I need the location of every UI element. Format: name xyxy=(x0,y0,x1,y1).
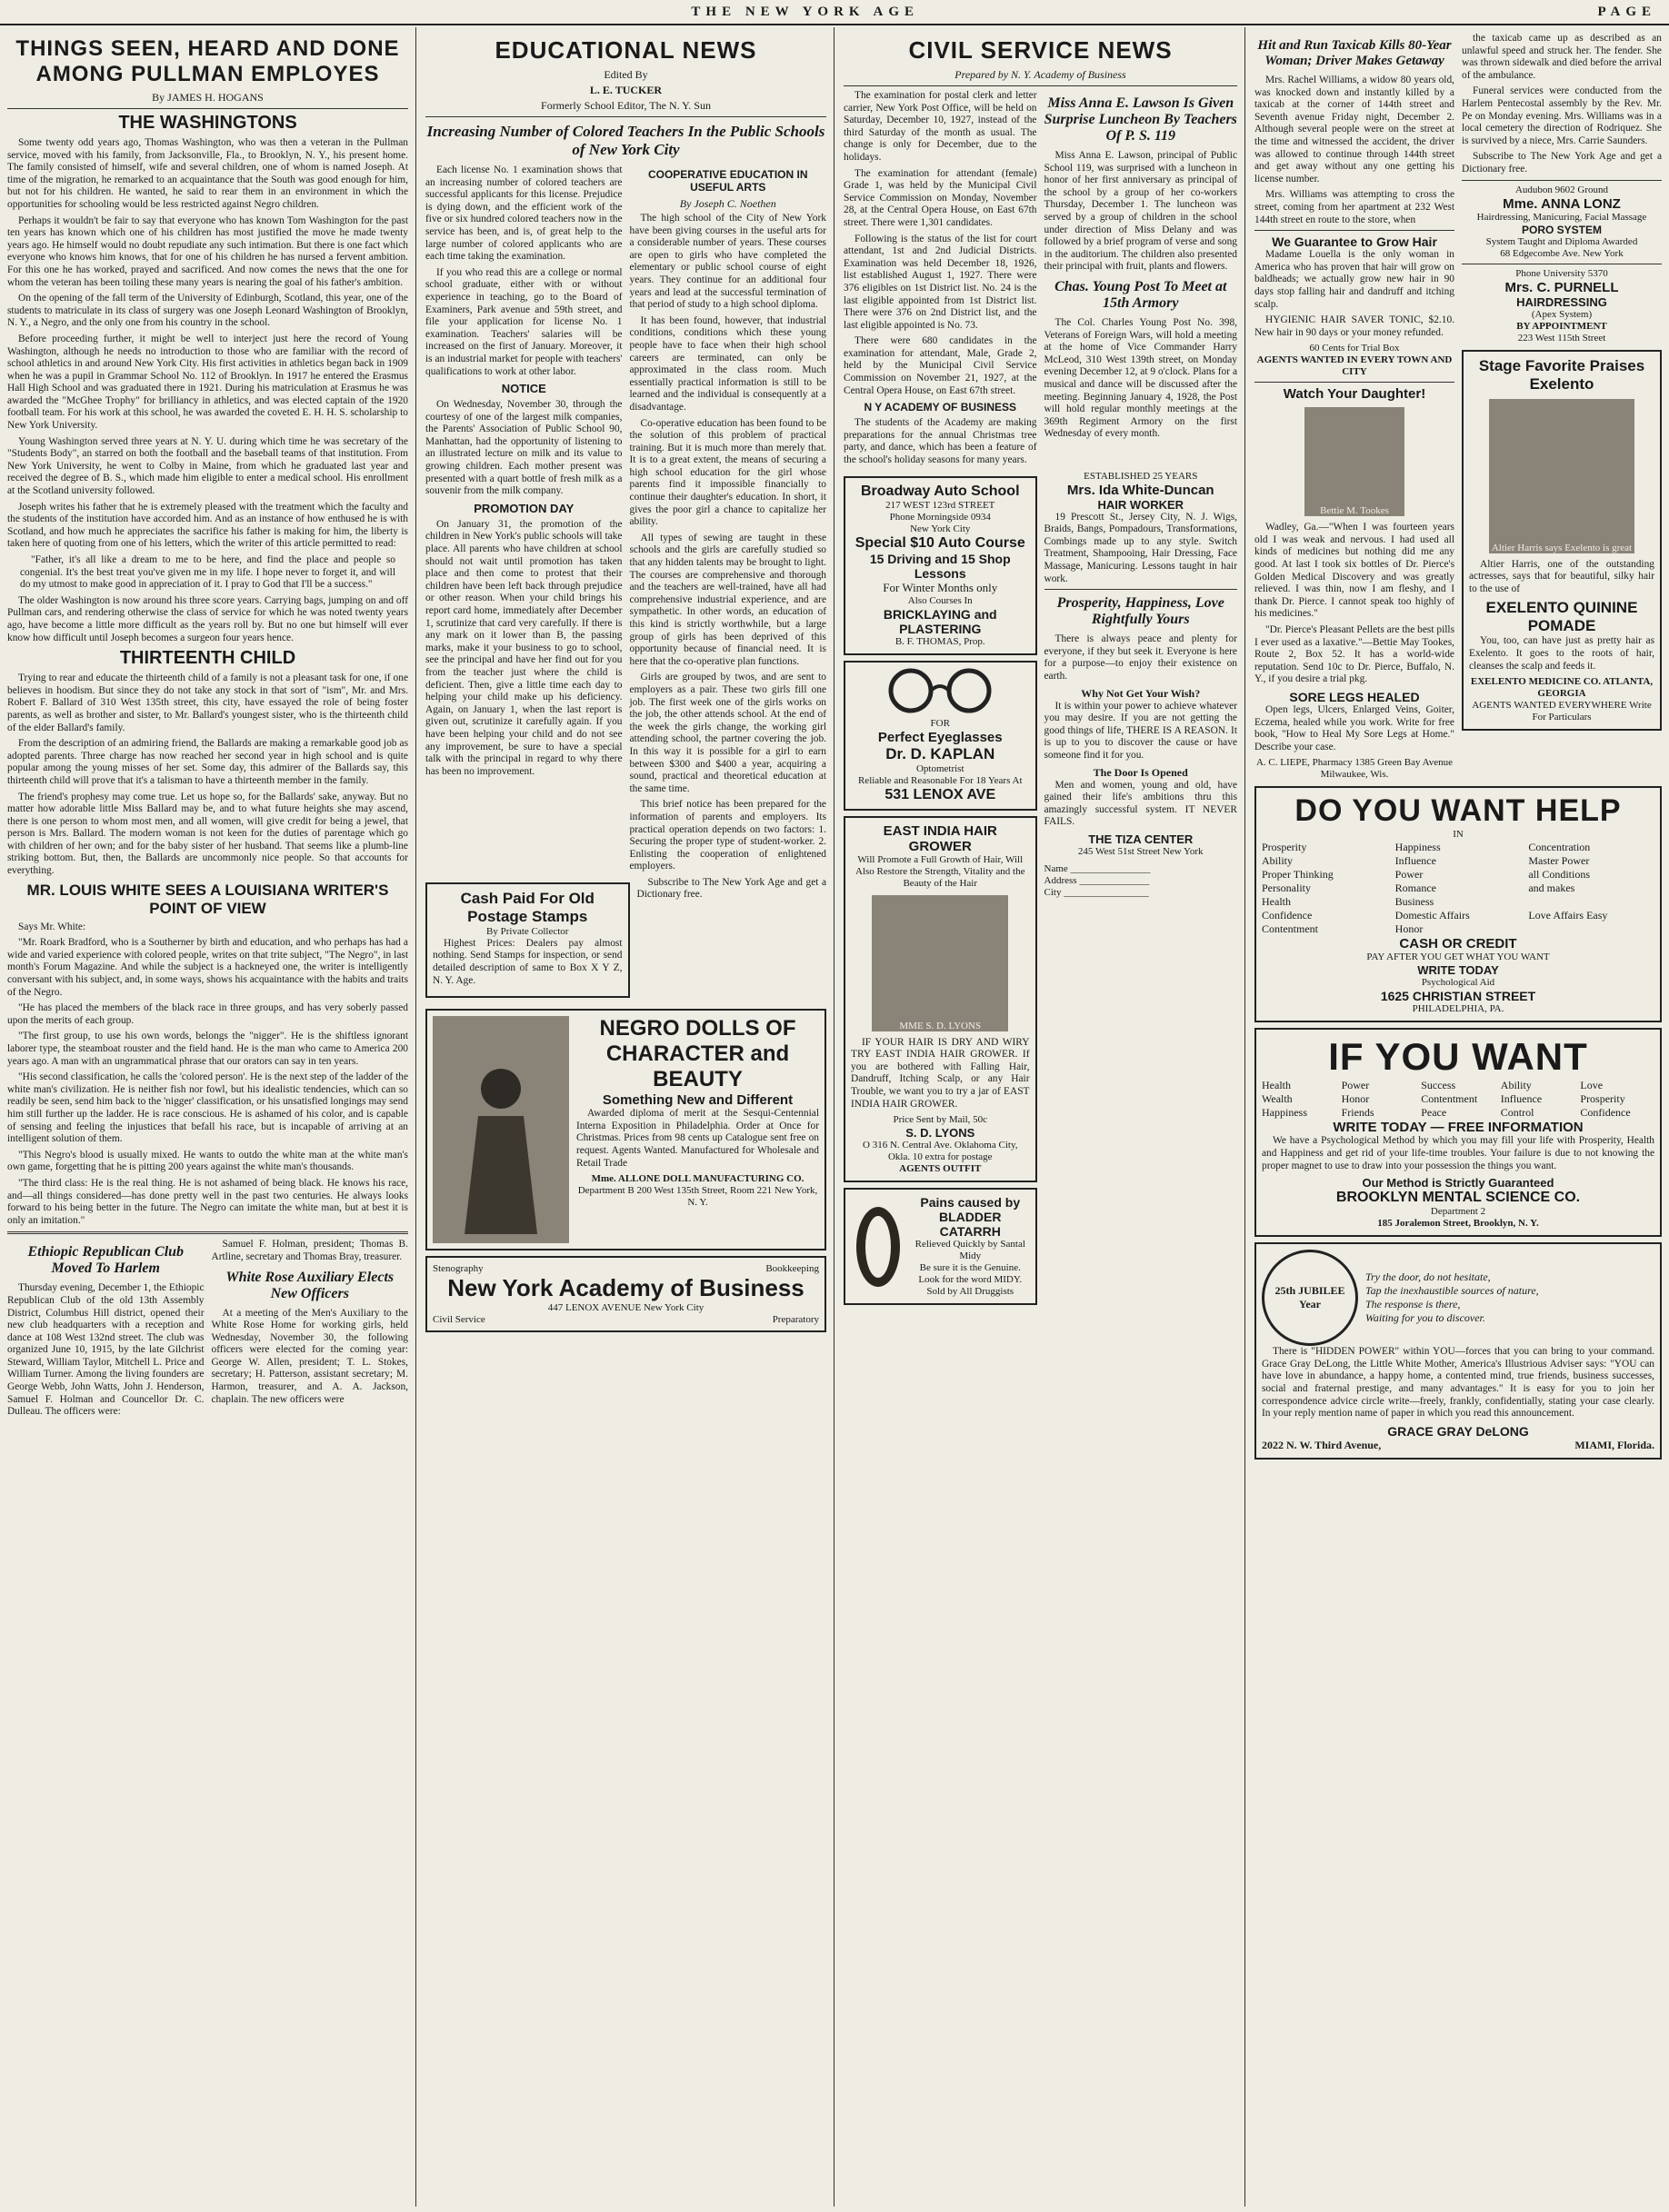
funeral-text-2: Funeral services were conducted from the Harlem Pentecostal assembly by the Rev. Mr. Pe on Monday evening. Mrs. Williams was in a local cemetery the direction of Rodriquez. She is survived by a niece, Mrs. Carrie Saunders. xyxy=(1462,85,1662,146)
taxi-headline: Hit and Run Taxicab Kills 80-Year Woman; Driver Makes Getaway xyxy=(1257,38,1452,68)
article-text: All types of sewing are taught in these schools and the girls are carefully studied so that any hidden talents may be brought to light. The courses are comprehensive and thorough and the teachers are well-trained, have all had comprehensive industrial experience, and are sympathetic. In other words, an education of this kind is strictly worthwhile, but a large group of girls has been deprived of this opportunity because of financial need. It is here that the co-operative plan functions. xyxy=(629,532,826,667)
notice-heading: NOTICE xyxy=(501,382,546,396)
hair-title: EAST INDIA HAIR GROWER xyxy=(883,822,997,854)
section-louis-white: MR. LOUIS WHITE SEES A LOUISIANA WRITER'S POINT OF VIEW xyxy=(26,881,389,917)
article-quote: "Father, it's all like a dream to me to be here, and find the place and people so congenial. It's the best treat you've given me in my life. I hope never to forget it, and will do my utmost to make good in appreciation of it. I pray to God that I'll be a success." xyxy=(20,554,395,591)
help-pay: PAY AFTER YOU GET WHAT YOU WANT xyxy=(1366,952,1550,963)
academy-title: New York Academy of Business xyxy=(447,1274,805,1302)
help-item: Power xyxy=(1394,868,1424,882)
help-item: Concentration xyxy=(1528,841,1591,854)
lyons-caption: MME S. D. LYONS xyxy=(899,1020,982,1031)
help-item: Business xyxy=(1394,895,1434,909)
auto-school-ad xyxy=(844,476,1037,655)
grow-tonic: HYGIENIC HAIR SAVER TONIC, $2.10. New hair in 90 days or your money refunded. xyxy=(1254,314,1454,338)
article-text: From the description of an admiring friend, the Ballards are making a remarkable good job as adopted parents. Three charge has now reached her second year in high school and is quite popular among the young misses of her set. Some day, this admirer of the Ballards say, this thirteenth child will prove that it's a talisman to have a thirteenth member in the family. xyxy=(7,738,408,786)
purnell-phone: Phone University 5370 xyxy=(1515,267,1608,279)
want-address: 185 Joralemon Street, Brooklyn, N. Y. xyxy=(1377,1218,1539,1230)
help-item xyxy=(1528,922,1654,936)
help-title: DO YOU WANT HELP xyxy=(1294,793,1622,829)
jubilee-badge-text: 25th JUBILEE Year xyxy=(1274,1284,1345,1311)
help-item: Personality xyxy=(1262,882,1311,895)
want-method: Our Method is Strictly Guaranteed xyxy=(1362,1176,1554,1191)
grow-price: 60 Cents for Trial Box xyxy=(1309,343,1400,354)
column-pullman xyxy=(0,27,416,2207)
want-items xyxy=(1262,1079,1654,1120)
exelento-company: EXELENTO MEDICINE CO. ATLANTA, GEORGIA xyxy=(1470,676,1654,700)
article-text: The high school of the City of New York have been giving courses in the useful arts for a considerable number of years. These courses are open to girls who have completed the elementary or public school course of eight years. They continue for an additional four years and lead at the successful termination of that period of study to a high school diploma. xyxy=(629,213,826,311)
article-text: On the opening of the fall term of the University of Edinburgh, Scotland, this year, one of the students to matriculate in its class of surgery was one Joseph Leonard Washington of Brooklyn, N. Y., a Negro, and the only one from his country in the school. xyxy=(7,293,408,329)
help-item: Confidence xyxy=(1262,909,1313,922)
hair-sub: Will Promote a Full Growth of Hair, Will Also Restore the Strength, Vitality and the Beauty of the Hair xyxy=(855,853,1025,889)
article-text: Young Washington served three years at N. Y. U. during which time he was secretary of the "Students Body", an starred on both the football and the baseball teams of that institution. From New York University, he went to Colby in Maine, from which he graduated last year and received the degree of B. S., which made him eligible to enter a medical school. His enrollment at the Scotland university followed. xyxy=(7,435,408,497)
article-text: The examination for attendant (female) Grade 1, was held by the Municipal Civil Service Commission on Monday, November 28, at the Central Opera House, on East 67th street. There were 1,301 candidates. xyxy=(844,167,1037,228)
want-item: Wealth xyxy=(1262,1092,1293,1106)
grow-title: We Guarantee to Grow Hair xyxy=(1272,234,1437,250)
dolls-title: NEGRO DOLLS OF CHARACTER and BEAUTY xyxy=(599,1016,796,1092)
dolls-company: Mme. ALLONE DOLL MANUFACTURING CO. xyxy=(591,1173,805,1185)
want-item: Contentment xyxy=(1421,1092,1478,1106)
lonz-phone: Audubon 9602 xyxy=(1514,184,1575,195)
doll-photo xyxy=(433,1016,569,1243)
tiza-center: THE TIZA CENTER xyxy=(1088,832,1194,846)
harris-caption: Altier Harris says Exelento is great xyxy=(1491,542,1633,553)
bladder-ad xyxy=(844,1188,1037,1305)
hair-price: Price Sent by Mail, 50c xyxy=(893,1114,988,1126)
duncan-text: 19 Prescott St., Jersey City, N. J. Wigs, Braids, Bangs, Pompadours, Transformations, Combings made up to any style. Switch Treatment, Shampooing, Hair Dressing, Face Massage, Manicuring. Lessons taught in hair work. xyxy=(1044,511,1237,584)
help-item: Romance xyxy=(1394,882,1436,895)
exelento-ad xyxy=(1462,350,1662,732)
exelento-agents: AGENTS WANTED EVERYWHERE Write For Particulars xyxy=(1472,700,1652,723)
education-banner: EDUCATIONAL NEWS xyxy=(495,36,757,64)
help-item: Influence xyxy=(1394,854,1436,868)
lawson-text: Miss Anna E. Lawson, principal of Public School 119, was surprised with a luncheon in honor of her first anniversary as principal of the school by a group of her co-workers Thursday, December 1. The luncheon was served by a group of children in the school under direction of Miss Delany and was followed by a brief program of verse and song in the auditorium. The children also presented their principal with fruit, plants and flowers. xyxy=(1044,150,1237,273)
stage-text: Altier Harris, one of the outstanding actresses, says that for beautiful, silky hair to the use of xyxy=(1469,558,1654,594)
grow-agents: AGENTS WANTED IN EVERY TOWN AND CITY xyxy=(1256,354,1453,378)
article-text: "The first group, to use his own words, belongs the "nigger". He is the shiftless ignorant laborer type, the steamboat rouster and the field hand. He is the man who came to America 200 years ago. A man with an ungrammatical phrase that our orators can say in ten years. xyxy=(7,1031,408,1067)
notice-text: On Wednesday, November 30, through the courtesy of one of the largest milk companies, the Parents' Association of Public School 90, Manhattan, had the opportunity of listening to an illustrated lecture on milk and its value to growing children. Each mother present was presented with a quart bottle of fresh milk as a souvenir from the milk company. xyxy=(425,399,623,497)
bladder-note: Be sure it is the Genuine. Look for the word MIDY. Sold by All Druggists xyxy=(918,1262,1023,1298)
civil-service-banner: CIVIL SERVICE NEWS xyxy=(908,36,1173,64)
article-text: Joseph writes his father that he is extremely pleased with the treatment which the faculty and the students of the institution have accorded him. And as an instance of how enthused he is with Scotland, and how much he appreciates the sacrifice his father is making for him, the liberty is taken here of quoting from one of his letters, which the writer of this article permitted to read: xyxy=(7,501,408,550)
prosperity-door: The Door Is Opened xyxy=(1093,765,1188,779)
dolls-address: Department B 200 West 135th Street, Room 221 New York, N. Y. xyxy=(577,1185,818,1209)
bladder-text: Relieved Quickly by Santal Midy xyxy=(914,1239,1025,1262)
article-text: Each license No. 1 examination shows that an increasing number of colored teachers are successful applicants for this license. Prejudice is dying down, and the efficient work of the five or six hundred colored teachers now in the service has been, and is, of great help to the large number of colored applicants who are each time taking the examination. xyxy=(425,164,623,263)
eyeglasses-icon xyxy=(876,668,1004,713)
editor-note: Formerly School Editor, The N. Y. Sun xyxy=(541,99,711,112)
help-item: all Conditions xyxy=(1528,868,1590,882)
column-education xyxy=(418,27,834,2207)
jubilee-badge xyxy=(1262,1250,1358,1346)
auto-also: Also Courses In xyxy=(907,594,973,606)
want-item: Friends xyxy=(1341,1106,1374,1120)
help-item: Health xyxy=(1262,895,1291,909)
eye-title: Perfect Eyeglasses xyxy=(877,729,1003,745)
article-text: Girls are grouped by twos, and are sent to employers as a pair. These two girls fill one job. The first week one of the girls works on the job, the other attends school. At the end of the week the girls change, the working girl attending school, the partner covering the job. In this way it is possible for a girl to earn between $300 and $400 a year, acquiring a sound, practical and theoretical education at the same time. xyxy=(629,672,826,794)
purnell-address: 223 West 115th Street xyxy=(1517,332,1606,344)
subscribe-note: Subscribe to The New York Age and get a Dictionary free. xyxy=(636,876,826,901)
lonz-taught: System Taught and Diploma Awarded xyxy=(1485,235,1638,247)
pullman-banner: THINGS SEEN, HEARD AND DONE AMONG PULLMAN EMPLOYES xyxy=(15,36,400,86)
jubilee-line: Try the door, do not hesitate, xyxy=(1365,1270,1491,1284)
masthead-title: THE NEW YORK AGE xyxy=(691,4,920,19)
purnell-name: Mrs. C. PURNELL xyxy=(1504,279,1619,295)
tiza-address: 245 West 51st Street New York xyxy=(1077,845,1204,857)
prosperity-text: There is always peace and plenty for everyone, if they but seek it. Everyone is here for a purpose—to enjoy their existence on earth. xyxy=(1044,633,1237,682)
doll-icon xyxy=(460,1061,542,1243)
dolls-sub: Something New and Different xyxy=(602,1092,794,1109)
editor-name: L. E. TUCKER xyxy=(589,84,663,96)
prosperity-headline: Prosperity, Happiness, Love Rightfully Yours xyxy=(1056,595,1224,628)
coop-heading: COOPERATIVE EDUCATION IN USEFUL ARTS xyxy=(647,168,808,194)
help-item: Ability xyxy=(1262,854,1294,868)
academy-preparatory: Preparatory xyxy=(772,1314,819,1326)
want-text: We have a Psychological Method by which you may fill your life with Prosperity, Health and Happiness and get rid of your life-time troubles. Your failure is due to not knowing the proper magnet to use to draw into your possession the things you want. xyxy=(1262,1135,1654,1171)
help-cash: CASH OR CREDIT xyxy=(1399,936,1517,952)
section-thirteenth-child: THIRTEENTH CHILD xyxy=(119,648,296,669)
article-text: "The third class: He is the real thing. He is not ashamed of being black. He knows his race, and—all things considered—has done pretty well in the past two centuries. He always looks forward to his being better in the future. The Negro can imitate the white man, but at best it is only an imitation." xyxy=(7,1177,408,1226)
prosperity-text-3: Men and women, young and old, have gained their life's ambitions thru this amazingly successful system. IT NEVER FAILS. xyxy=(1044,779,1237,828)
help-items xyxy=(1262,841,1654,936)
eye-role: Optometrist xyxy=(915,762,964,774)
coupon-name-field[interactable]: Name ________________ xyxy=(1044,862,1151,874)
help-item: Happiness xyxy=(1394,841,1441,854)
white-rose-headline: White Rose Auxiliary Elects New Officers xyxy=(225,1269,395,1301)
daughter-text-2: "Dr. Pierce's Pleasant Pellets are the best pills I ever used as a laxative."—Bettie May Tookes, Route 2, Box 52. It has a world-wide reputation. Send 10c to Dr. Pierce, Buffalo, N. Y., if you desire a trial pkg. xyxy=(1254,624,1454,685)
want-item: Power xyxy=(1341,1079,1370,1092)
ethiopic-text: Thursday evening, December 1, the Ethiopic Republican Club of the old 13th Assembly District, Columbus Hill district, opened their new club headquarters with a reception and dance at 108 West 132nd street. The club was organized June 10, 1915, by the late Gilchrist Steward, William Taylor, Mitchell L. Price and William Turner. Among the living founders are George Webb, John Watts, John J. Henderson, Samuel F. Holman and Councellor Dr. C. Dulleau. The officers were: xyxy=(7,1282,205,1418)
academy-address: 447 LENOX AVENUE New York City xyxy=(547,1302,705,1314)
eyeglasses-ad xyxy=(844,661,1037,811)
academy-text: The students of the Academy are making preparations for the annual Christmas tree party, and dance, which has been a feature of the school's holiday seasons for many years. xyxy=(844,417,1037,466)
auto-lessons: 15 Driving and 15 Shop Lessons xyxy=(869,551,1011,581)
want-item: Love xyxy=(1580,1079,1604,1092)
hair-address: O 316 N. Central Ave. Oklahoma City, Okla. 10 extra for postage xyxy=(863,1140,1018,1163)
coupon-name-label: Name xyxy=(1044,862,1068,874)
edited-by: Edited By xyxy=(604,68,648,81)
article-text: "Mr. Roark Bradford, who is a Southerner by birth and education, and who perhaps has had a wide and varied experience with colored people, writes on that trite subject, "The Negro", in last month's Forum Magazine. And while the subject is a hackneyed one, the writer is intelligently conversant with his subject, and, in some ways, shows his acquaintance with the habits and traits of the Negro. xyxy=(7,937,408,998)
auto-address: 217 WEST 123rd STREET xyxy=(885,499,995,511)
article-text: "This Negro's blood is usually mixed. He wants to outdo the white man at the white man's own game, forgetting that he is pitting 200 years against the white man's thousands. xyxy=(7,1149,408,1173)
lonz-poro: PORO SYSTEM xyxy=(1521,223,1602,236)
article-text: Following is the status of the list for court attendant, 1st and 2nd Judicial Districts. Examination was held December 18, 1926, list established August 1, 1927. There were 376 eligibles on 1st District list. No. 24 is the last eligible appointed from 1st District list. There were 376 on 2nd District list, and the last eligible appointed is No. 73. xyxy=(844,233,1037,331)
want-item: Influence xyxy=(1500,1092,1543,1106)
civil-service-prepared: Prepared by N. Y. Academy of Business xyxy=(954,68,1126,81)
help-item: Contentment xyxy=(1262,922,1318,936)
auto-city: New York City xyxy=(910,523,971,534)
article-text: It has been found, however, that industrial conditions, conditions which these young people have to face when their high school careers are terminated, can only be approximated in the class room. Much essentially practical information is still to be learned and the individual is consequently at a disadvantage. xyxy=(629,314,826,413)
lonz-ground: Ground xyxy=(1577,184,1609,195)
daughter-title: Watch Your Daughter! xyxy=(1283,386,1426,403)
hair-text: IF YOUR HAIR IS DRY AND WIRY TRY EAST INDIA HAIR GROWER. If you are bothered with Falling Hair, Dandruff, Itching Scalp, or any Hair Trouble, we want you to try a jar of EAST INDIA HAIR GROWER. xyxy=(851,1036,1030,1110)
lonz-services: Hairdressing, Manicuring, Facial Massage xyxy=(1476,211,1647,223)
want-item: Control xyxy=(1500,1106,1534,1120)
want-item: Peace xyxy=(1421,1106,1447,1120)
want-item: Confidence xyxy=(1580,1106,1631,1120)
jubilee-city: MIAMI, Florida. xyxy=(1574,1438,1654,1451)
masthead xyxy=(0,0,1669,25)
legs-text: Open legs, Ulcers, Enlarged Veins, Goiter, Eczema, healed while you work. Write for free book, "How to Heal My Sore Legs at Home." Describe your case. xyxy=(1254,704,1454,752)
want-company: BROOKLYN MENTAL SCIENCE CO. xyxy=(1335,1190,1581,1206)
duncan-role: HAIR WORKER xyxy=(1097,497,1184,512)
help-item: Prosperity xyxy=(1262,841,1307,854)
coupon-city-label: City xyxy=(1044,886,1062,898)
jubilee-line: Tap the inexhaustible sources of nature, xyxy=(1365,1284,1539,1298)
duncan-ad xyxy=(1044,471,1238,586)
help-item: and makes xyxy=(1528,882,1575,895)
stamps-ad xyxy=(425,882,630,998)
help-item: Domestic Affairs xyxy=(1394,909,1470,922)
jubilee-ad xyxy=(1254,1242,1662,1460)
lyons-photo xyxy=(872,895,1008,1031)
help-address: 1625 CHRISTIAN STREET xyxy=(1380,989,1536,1004)
ethiopic-headline: Ethiopic Republican Club Moved To Harlem xyxy=(27,1244,185,1277)
academy-ad xyxy=(425,1256,826,1332)
jubilee-poem xyxy=(1365,1270,1654,1325)
promotion-text: On January 31, the promotion of the children in New York's public schools will take place. All parents who have children at school should not wait until promotion has taken place and then come to protest that their children have been left back through prejudice or other reason. When your child brings his report card home, immediately after December 1, scrutinize that card very carefully. If there is any mark on it lower than B, the passing marks, make it your business to go to school, see the principal and have her find out for you from the teacher just where the child is deficient. Then, give a little time each day to helping your child make up his deficiency. Again, on January 1, when the last report is given out, scrutinize it carefully again. If you have been helping your child and do not see any improvement, be sure to have a special talk with the principal in regard to why there has been no improvement. xyxy=(425,518,623,777)
help-in: IN xyxy=(1453,829,1464,841)
want-item: Health xyxy=(1262,1079,1291,1092)
help-item: Proper Thinking xyxy=(1262,868,1334,882)
article-text: The older Washington is now around his three score years. Carrying bags, jumping on and off Pullman cars, and rendering otherwise the class of service for which he was noted twenty years ago, have become a little more difficult as the years roll by. But no one but himself will ever know how difficult until Joseph becomes a surgeon four years hence. xyxy=(7,594,408,643)
auto-trades: BRICKLAYING and PLASTERING xyxy=(883,606,997,636)
want-dept: Department 2 xyxy=(1430,1206,1486,1218)
young-headline: Chas. Young Post To Meet at 15th Armory xyxy=(1054,278,1227,311)
grow-text: Madame Louella is the only woman in America who has proven that hair will grow on baldheads; we actually grow new hair in 90 days stop falling hair and dandruff and itching scalp. xyxy=(1254,249,1454,310)
purnell-system: (Apex System) xyxy=(1531,308,1593,320)
lonz-address: 68 Edgecombe Ave. New York xyxy=(1500,247,1624,259)
lonz-name: Mme. ANNA LONZ xyxy=(1503,195,1621,212)
auto-course: Special $10 Auto Course xyxy=(854,534,1025,551)
article-text: Trying to rear and educate the thirteenth child of a family is not a pleasant task for one, if one believes in hoodism. But since they do not take any stock in that sort of "ism", Mr. and Mrs. Robert F. Ballard of 310 West 135th street, this city, have essayed the role of being foster parents, as well as brother and sister, to Mr. Ballard's youngest sister, who is the thirteenth child of the elder Ballard's family. xyxy=(7,673,408,733)
jubilee-text: There is "HIDDEN POWER" within YOU—forces that you can bring to your command. Grace Gray DeLong, the Little White Mother, America's Illustrious Adviser says: "YOU can have love in abundance, a happy home, a contented mind, true friends, business successes, social and fraternal prestige, and many advantages." It is easy for you to join her correspondence advice circle write—freely, frankly, confidentially, stating your case clearly. In your reply mention name of paper in which you read this announcement. xyxy=(1262,1346,1654,1420)
academy-bookkeeping: Bookkeeping xyxy=(765,1263,819,1275)
hair-agents: AGENTS OUTFIT xyxy=(899,1163,982,1175)
article-text: The examination for postal clerk and letter carrier, New York Post Office, will be held on Saturday, December 10, 1927, instead of the third Saturday of the month as usual. The change is only for December, due to the holidays. xyxy=(844,90,1037,163)
auto-title: Broadway Auto School xyxy=(860,483,1020,499)
dolls-text: Awarded diploma of merit at the Sesqui-Centennial Interna Exposition in Philadelphia. Order at Once for Christmas. Prices from 98 cents up Catalogue sent free on request. Agents Wanted. Manufactured for Wholesale and Retail Trade xyxy=(576,1108,819,1169)
taxi-text-2: Mrs. Williams was attempting to cross the street, coming from her apartment at 232 West 144th street en route to the store, when xyxy=(1254,189,1454,225)
help-item xyxy=(1528,895,1654,909)
taxi-text: Mrs. Rachel Williams, a widow 80 years old, was knocked down and instantly killed by a taxicab at the corner of 144th street and Seventh avenue Friday night, December 2. Although several people were on the street at the time and witnessed the accident, the driver was allowed to continue through 144th street and get away without any one getting his license number. xyxy=(1254,75,1454,184)
lawson-headline: Miss Anna E. Lawson Is Given Surprise Luncheon By Teachers Of P. S. 119 xyxy=(1044,95,1237,144)
article-text: There were 680 candidates in the examination for attendant, Male, Grade 2, held by the Municipal Civil Service Commission on November 21, 1927, at the Central Opera House, on East 67th street. xyxy=(844,335,1037,396)
prosperity-text-2: It is within your power to achieve whatever you may desire. If you are not getting the good things of life, THERE IS A REASON. It is up to you to discover the cause or have someone find it for you. xyxy=(1044,700,1237,761)
coop-byline: By Joseph C. Noethen xyxy=(679,197,776,210)
stamps-title: Cash Paid For Old Postage Stamps xyxy=(460,889,595,925)
article-text: Perhaps it wouldn't be fair to say that everyone who has known Tom Washington for the past ten years has known which one of his children has most justified the move he made twenty years ago. He himself would no doubt repudiate any such intimation. But there is one fact which everyone who knows him knows, that for one of his children he has nursed a fervent ambition. For this one he has worked, prayed and sacrificed. And now comes the news that the one for whom the veteran has been toiling these many years is nearing the goal of his father's ambition. xyxy=(7,214,408,288)
want-item: Ability xyxy=(1500,1079,1532,1092)
help-item: Honor xyxy=(1394,922,1424,936)
article-text: Says Mr. White: xyxy=(18,921,86,932)
stamps-by: By Private Collector xyxy=(486,925,569,937)
coupon-address-label: Address xyxy=(1044,874,1077,886)
article-text: The friend's prophesy may come true. Let us hope so, for the Ballards' sake, anyway. But no matter how adorable little Miss Ballard may be, and to what future heights she may ascend, there is one person to whom most men, and all women, will give credit for being a jewel, that person is Mrs. Ballard. The modern woman is not keen for the duties of parentage which go with children of her own; and for the baby sister of her husband. That seems like a plumb-line striking bottom. But, then, the Ballards are uncommonly nice people. So that accounts for everything. xyxy=(7,791,408,877)
article-text: Before proceeding further, it might be well to interject just here the record of Young Washington, although he needs no introduction to those who are familiar with the record of school athletics in and around New York City. His first activities in athletics began back in 1909 when he was a pupil in Grammar School No. 112 of Brooklyn. In 1917 he entered the Erasmus Hall High School and was graduated there in 1921. During his matriculation at Erasmus he was awarded the "McGhee Trophy" for brilliancy in athletics, and was elected captain of the 1920 football team. For his work at this school, he was awarded the coveted E. H. H. S. scholarship to New York University. xyxy=(7,333,408,432)
purnell-role: HAIRDRESSING xyxy=(1516,294,1607,309)
exelento-text: You, too, can have just as pretty hair as Exelento. It goes to the roots of hair, cleanses the scalp and feeds it. xyxy=(1469,635,1654,672)
purnell-appointment: BY APPOINTMENT xyxy=(1516,320,1607,332)
bladder-title: Pains caused by BLADDER CATARRH xyxy=(920,1195,1021,1240)
jubilee-name: GRACE GRAY DeLONG xyxy=(1387,1423,1529,1439)
help-item: Master Power xyxy=(1528,854,1590,868)
column-civil-service xyxy=(836,27,1245,2207)
capsule-icon xyxy=(851,1201,905,1292)
subscribe-note: Subscribe to The New York Age and get a Dictionary free. xyxy=(1462,151,1662,174)
stage-title: Stage Favorite Praises Exelento xyxy=(1478,356,1645,393)
help-item: Love Affairs Easy xyxy=(1528,909,1608,922)
eye-note: Reliable and Reasonable For 18 Years At xyxy=(857,774,1023,786)
academy-stenography: Stenography xyxy=(433,1263,484,1275)
duncan-est: ESTABLISHED 25 YEARS xyxy=(1084,470,1198,482)
academy-heading: N Y ACADEMY OF BUSINESS xyxy=(864,401,1017,414)
tookes-caption: Bettie M. Tookes xyxy=(1320,505,1389,517)
jubilee-line: The response is there, xyxy=(1365,1298,1461,1311)
legs-title: SORE LEGS HEALED xyxy=(1289,690,1420,704)
article-text: "His second classification, he calls the 'colored person'. He is the next step of the ladder of the white man's civilization. He is neither fish nor fowl, but his idealistic tendencies, which can so readily be seen, send him back to the 'nigger' classification, or his unsatisfied longings may send him still further up the ladder. He is race conscious. He is ashamed of his color, and is capable of sensing and feeling the injustices that befall his race, but is incapable of arriving at an intelligent solution of them. xyxy=(7,1071,408,1145)
teachers-headline: Increasing Number of Colored Teachers In the Public Schools of New York City xyxy=(426,123,825,158)
daughter-text: Wadley, Ga.—"When I was fourteen years old I was weak and nervous. I had used all kinds of medicines but nothing did me any good. At last I took six bottles of Dr. Pierce's Golden Medical Discovery and was greatly relieved. I was thin, now I am fleshy, and I thank Dr. Pierce. I cannot speak too highly of his medicines." xyxy=(1254,522,1454,620)
auto-prop: B. F. THOMAS, Prop. xyxy=(894,635,985,647)
tookes-photo xyxy=(1304,407,1404,516)
help-city: PHILADELPHIA, PA. xyxy=(1412,1003,1504,1015)
article-text: This brief notice has been prepared for the information of parents and employers. Its practical operation depends on two factors: 1. Securing the proper type of student-worker. 2. Enlisting the cooperation of enlightened employers. xyxy=(629,799,826,872)
exelento-title: EXELENTO QUININE POMADE xyxy=(1485,599,1638,635)
article-text: If you who read this are a college or normal school graduate, either with or without experience in teaching, go to the Board of Examiners, Park avenue and 59th street, and file your application for license No. 1 examination. Teachers' salaries will be increased on the first of January. Moreover, it is an industrial market for people with teachers' qualifications to work at other labor. xyxy=(425,266,623,377)
article-text: Some twenty odd years ago, Thomas Washington, who was then a veteran in the Pullman service, moved with his family, from Jacksonville, Fla., to Brooklyn, N. Y., his present home. The family consisted of himself, wife and several children, one of whom is named Joseph. At time of the migration, he remarked to an acquaintance that the South was good enough for him, but not for his children. He wanted, he said to rear them in an environment in which the opportunities for schooling would be less restricted against Negro children. xyxy=(7,137,408,210)
column-ads xyxy=(1247,27,1669,2207)
masthead-page: PAGE xyxy=(1597,4,1656,19)
hair-seller: S. D. LYONS xyxy=(905,1126,975,1141)
coupon-city-field[interactable]: City _________________ xyxy=(1044,886,1149,898)
duncan-name: Mrs. Ida White-Duncan xyxy=(1066,482,1214,498)
jubilee-address: 2022 N. W. Third Avenue, xyxy=(1262,1438,1382,1451)
help-write: WRITE TODAY xyxy=(1417,963,1499,978)
dolls-ad xyxy=(425,1009,826,1250)
article-text: "He has placed the members of the black race in three groups, and has very soberly passed upon the merits of each group. xyxy=(7,1002,408,1026)
want-item: Honor xyxy=(1341,1092,1370,1106)
promotion-heading: PROMOTION DAY xyxy=(474,501,575,515)
want-title: IF YOU WANT xyxy=(1328,1035,1588,1079)
section-washingtons: THE WASHINGTONS xyxy=(118,113,297,133)
eye-doctor: Dr. D. KAPLAN xyxy=(885,744,995,762)
want-item: Success xyxy=(1421,1079,1456,1092)
white-rose-text: At a meeting of the Men's Auxiliary to the White Rose Home for working girls, held Wednesday, November 30, the following officers were elected for the coming year: George W. Allen, president; T. L. Stokes, secretary; H. Patterson, assistant secretary; M. Harmon, treasurer, and A. A. Jackson, chaplain. The new officers were xyxy=(211,1307,408,1405)
want-write: WRITE TODAY — FREE INFORMATION xyxy=(1333,1120,1584,1136)
stamps-text: Highest Prices: Dealers pay almost nothing. Send Stamps for inspection, or send detailed description of same to Box X Y Z, N. Y. Age. xyxy=(433,937,623,986)
ethiopic-officers: Samuel F. Holman, president; Thomas B. Artline, secretary and Thomas Bray, treasurer. xyxy=(211,1239,408,1262)
funeral-text: the taxicab came up as described as an unlawful speed and struck her. The fender. She was thrown sidewalk and died before the arrival of the ambulance. xyxy=(1462,33,1662,81)
young-text: The Col. Charles Young Post No. 398, Veterans of Foreign Wars, will hold a meeting at the home of Vice Commander Harry McLeod, 310 West 139th street, on Monday evening December 12, at 9 o'clock. Plans for a musical and dance will be discussed after the meeting. Beginning January 4, 1928, the Post will hold regular monthly meetings at the 369th Regiment Armory on the first Wednesday of every month. xyxy=(1044,316,1237,440)
auto-winter: For Winter Months only xyxy=(883,580,998,594)
pullman-byline: By JAMES H. HOGANS xyxy=(152,91,264,104)
help-ad xyxy=(1254,786,1662,1022)
jubilee-line: Waiting for you to discover. xyxy=(1365,1311,1485,1325)
want-item: Happiness xyxy=(1262,1106,1307,1120)
article-text: Co-operative education has been found to be the solution of this problem of practical training. But it is much more than merely that. It is to a great extent, the means of securing a high school education for the girl whose parents find it impossible financially to continue their daughter's education. In short, it gives the poor girl a chance to capitalize her ability. xyxy=(629,417,826,528)
legs-company: A. C. LIEPE, Pharmacy 1385 Green Bay Avenue Milwaukee, Wis. xyxy=(1255,757,1454,781)
harris-photo xyxy=(1489,399,1634,553)
hair-grower-ad xyxy=(844,816,1037,1183)
eye-for: FOR xyxy=(930,717,950,729)
auto-phone: Phone Morningside 0934 xyxy=(889,511,991,523)
coupon-address-field[interactable]: Address ______________ xyxy=(1044,874,1150,886)
want-ad xyxy=(1254,1028,1662,1237)
prosperity-question: Why Not Get Your Wish? xyxy=(1081,686,1201,700)
eye-address: 531 LENOX AVE xyxy=(884,786,996,802)
academy-civil-service: Civil Service xyxy=(433,1314,485,1326)
want-item: Prosperity xyxy=(1580,1092,1625,1106)
help-aid: Psychological Aid xyxy=(1421,977,1495,989)
